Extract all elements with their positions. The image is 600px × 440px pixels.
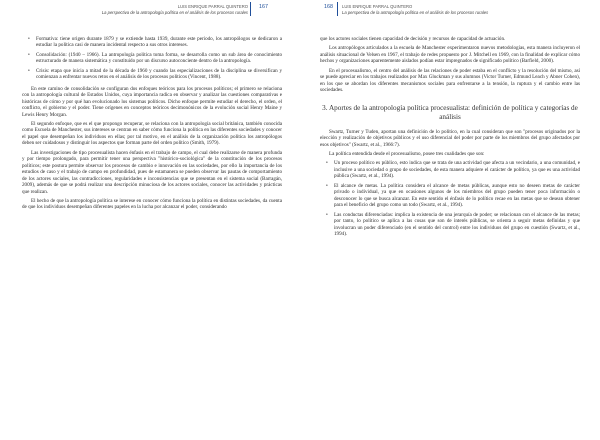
paragraph: Los antropólogos articulados a la escuela de Manchester experimentaron nuevos metodologías, esta manera incluyeron el análisis situacional de Velsen en 1967, el trabajo de redes propuesto por J. Mitchell en 1969, con la finalidad de explicar cómo hechos y organizaciones aparentemente aislados podían estar impregnados de significado político (Barfield, 2000).: [320, 45, 580, 65]
left-page-header: [22, 0, 282, 36]
paragraph: Swartz, Turner y Tuden, aportan una definición de lo político, en la cual consideran que son "procesos originados por la elección y realización de objetivos públicos y el uso diferencial del poder por parte de los miembros del grupo afectados por esos objetivos" (Swartz, et al., 1966:7).: [320, 128, 580, 148]
paragraph: El hecho de que la antropología política se interese en conocer cómo funciona la política en distintas sociedades, da cuenta de que los individuos desempeñan diferentes papeles en la lucha por alcanzar el poder, considerando: [22, 197, 282, 211]
list-item: • Consolidación: (1940 – 1966). La antropología política toma forma, se desarrolla como un sub área de conocimiento estructurado de manera sistemática y constituido por un discurso autoconciente dentro de la antropología.: [36, 52, 282, 65]
page-number: 168: [324, 4, 333, 10]
running-header: [342, 4, 488, 15]
list-item: • El alcance de metas. La política considera el alcance de metas públicas, aunque esto no deseen metas de carácter privado o individual, ya que en ocasiones algunos de los miembros del grupo pueden tener poca información o desconocer lo que se busca alcanzar. En este sentido el énfasis de lo político recae en las metas que se desean obtener para el beneficio del grupo como un todo (Swartz, et al., 1994).: [334, 183, 580, 209]
list-item: • Crisis: etapa que inicia a mitad de la década de 1960 y cuando las especializaciones de la disciplina se diversifican y comienzan a enfrentar nuevos retos en el análisis de los procesos políticos (Vincent, 1988).: [36, 68, 282, 81]
list-item: • Un proceso político es público, esto indica que se trata de una actividad que afecta a un vecindario, a una comunidad, e inclusive a una sociedad o grupo de sociedades, de esta manera adquiere el carácter de político, ya que es una actividad pública (Swartz, et al., 1994).: [334, 160, 580, 179]
paragraph: En el procesualismo, el centro del análisis de las relaciones de poder estaba en el conflicto y la resolución del mismo, así se puede apreciar en los trabajos realizados por Max Gluckman y sus alumnos (Victor Turner, Edmund Leach y Abner Cohen), en los que se abordan los diferentes mecanismos sociales para enfrentarse a la tensión, la ruptura y el cambio entre las sociedades.: [320, 67, 580, 94]
list-item: • Las conductas diferenciadas: implica la existencia de una jerarquía de poder; se relacionan con el alcance de las metas; por tanto, lo político se aplica a las cosas que son de interés públicas, se orienta a seguir metas definidas y que involucran un poder diferenciado (en el sentido del control) entre los individuos del grupo en cuestión (Swartz, et al., 1994).: [334, 212, 580, 238]
page-number: 167: [259, 4, 268, 10]
section-heading: 3. Aportes de la antropología política procesualista: definición de política y categorías de análisis: [322, 103, 578, 121]
paragraph: que los actores sociales tienen capacidad de decisión y recursos de capacidad de actuación.: [320, 36, 506, 42]
header-divider: [337, 2, 338, 16]
paragraph: El segundo enfoque, que es el que propongo recuperar, se relaciona con la antropología social británica, también conocida como Escuela de Manchester, sus intereses se centran en saber cómo funciona la política en las diferentes sociedades y conocer el papel que desempeñan los individuos en ellas; por tal motivo, en el análisis de la organización política los antropólogos deben ser cuidadosos y distinguir los aspectos que forman parte del orden político (Smith, 1979).: [22, 120, 282, 147]
header-author: LUIS ENRIQUE PARRAL QUINTERO: [177, 4, 248, 9]
header-divider: [250, 2, 251, 16]
list-item: • Formativa: tiene origen durante 1879 y se extiende hasta 1939, durante este periodo, los antropólogos se dedicaron a estudiar la política casi de manera incidental respecto a sus otros intereses.: [36, 36, 282, 49]
qualities-list: [320, 160, 580, 237]
right-page-body: [320, 36, 580, 237]
right-page-header: [320, 0, 580, 36]
paragraph: En este camino de consolidación se configuran dos enfoques teóricos para los procesos políticos; el primero se relaciona con la antropología cultural de Estados Unidos, cuya importancia radica en observar y analizar las cuestiones comparativas e históricas de cómo y por qué han evolucionado los sistemas políticos. Dicho enfoque permite estudiar el derecho, el orden, el conflicto, el gobierno y el poder. Tiene orígenes en conceptos teóricos decimonónicos de la evolución social Henry Maine y Lewis Henry Morgan.: [22, 85, 282, 118]
paragraph: La política entendida desde el procesualismo, posee tres cualidades que son:: [329, 150, 485, 157]
running-header: [102, 4, 248, 15]
header-author: LUIS ENRIQUE PARRAL QUINTERO: [342, 4, 413, 9]
left-page-body: [22, 36, 282, 211]
stages-list: [22, 36, 282, 81]
header-title: La perspectiva de la antropología política en el análisis de los procesos rurales: [101, 9, 248, 15]
header-title: La perspectiva de la antropología política en el análisis de los procesos rurales: [342, 9, 489, 15]
right-page: [300, 0, 600, 440]
paragraph: Las investigaciones de tipo procesualista hacen énfasis en el trabajo de campo, el cual debe realizarse de manera profunda y por tiempo prolongado, para permitir tener una perspectiva "histórico-sociológica" de la constitución de los procesos políticos; este postura permite observar los procesos de cambio e innovación en las sociedades, por ello la importancia de los estudios de caso y el trabajo de campo en profundidad, pues de estamanera se pueden observar las pautas de comportamiento de los actores sociales, las contradicciones, regularidades e inconsistencias que se presentan en el sistema social (Barragán, 2009), además de que se podrá realizar una descripción minuciosa de los actores sociales, conocer las actividades y prácticas que realizan.: [22, 149, 282, 195]
